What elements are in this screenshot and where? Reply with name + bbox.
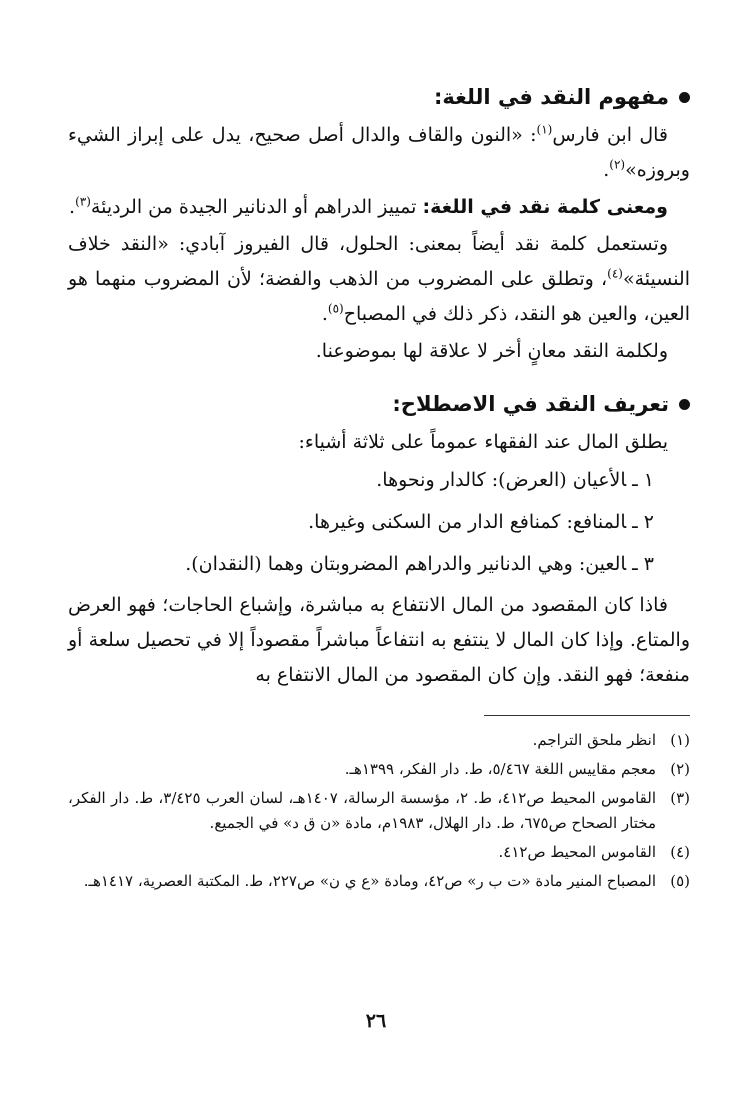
footnote-number: (٢) (670, 760, 690, 778)
text-run: : «النون والقاف والدال أصل صحيح، يدل على إبراز الشيء وبروزه» (68, 124, 690, 181)
text-run: قال ابن فارس (552, 124, 669, 146)
footnote-4 (68, 840, 690, 865)
footnote-2 (68, 757, 690, 782)
footnote-number: (١) (670, 731, 690, 749)
list-text: المنافع: كمنافع الدار من السكنى وغيرها. (308, 511, 627, 533)
list-item (68, 546, 690, 582)
footnote-ref-1[interactable]: (١) (536, 122, 553, 137)
footnote-text: المصباح المنير مادة «ت ب ر» ص٤٢، ومادة «ع ي ن» ص٢٢٧، ط. المكتبة العصرية، ١٤١٧هـ. (83, 872, 656, 890)
section-heading-terminology (68, 387, 690, 421)
text-run: ، وتطلق على المضروب من الذهب والفضة؛ لأن المضروب منهما هو العين، والعين هو النقد، ذكر ذلك في المصباح (68, 268, 690, 325)
paragraph-intro: يطلق المال عند الفقهاء عموماً على ثلاثة أشياء: (298, 431, 668, 453)
paragraph-other-meanings: ولكلمة النقد معانٍ أخر لا علاقة لها بموضوعنا. (315, 340, 668, 362)
footnote-text: معجم مقاييس اللغة ٥/٤٦٧، ط. دار الفكر، ١٣٩٩هـ. (344, 760, 656, 778)
list-text: العين: وهي الدنانير والدراهم المضروبتان وهما (النقدان). (185, 553, 627, 575)
paragraph-ibn-faris (68, 118, 690, 188)
text-run: . (603, 159, 610, 181)
footnote-1 (68, 728, 690, 753)
bold-lead: ومعنى كلمة نقد في اللغة: (422, 196, 668, 218)
spacer (68, 377, 690, 387)
heading-text: مفهوم النقد في اللغة: (433, 85, 669, 109)
text-run: وتستعمل كلمة نقد أيضاً بمعنى: الحلول، قال الفيروز آبادي: «النقد خلاف النسيئة» (68, 233, 690, 290)
paragraph-usage (68, 227, 690, 332)
list-number: ٢ ـ (632, 511, 654, 533)
page-number: ٢٦ (365, 1010, 387, 1032)
text-run: . (321, 303, 328, 325)
footnote-separator (484, 715, 690, 716)
footnote-ref-5[interactable]: (٥) (327, 301, 344, 316)
bullet-icon (679, 92, 690, 103)
heading-text: تعريف النقد في الاصطلاح: (392, 392, 669, 416)
footnote-3 (68, 786, 690, 836)
list-item (68, 504, 690, 540)
list-number: ١ ـ (632, 469, 654, 491)
section-heading-linguistic (68, 80, 690, 114)
footnote-text: القاموس المحيط ص٤١٢، ط. ٢، مؤسسة الرسالة، ١٤٠٧هـ، لسان العرب ٣/٤٢٥، ط. دار الفكر، مختار الصحاح ص٦٧٥، ط. دار الهلال، ١٩٨٣م، مادة «ن ق د» في الجميع. (68, 789, 656, 832)
footnote-5 (68, 869, 690, 894)
list-number: ٣ ـ (632, 553, 654, 575)
footnote-ref-2[interactable]: (٢) (609, 157, 626, 172)
footnote-number: (٤) (670, 843, 690, 861)
footnote-text: القاموس المحيط ص٤١٢. (498, 843, 656, 861)
footnote-number: (٥) (670, 872, 690, 890)
text-run: تمييز الدراهم أو الدنانير الجيدة من الرديئة (90, 196, 423, 218)
footnote-text: انظر ملحق التراجم. (532, 731, 656, 749)
footnote-ref-4[interactable]: (٤) (607, 266, 623, 281)
bullet-icon (679, 399, 690, 410)
paragraph-final: فاذا كان المقصود من المال الانتفاع به مباشرة، وإشباع الحاجات؛ فهو العرض والمتاع. وإذا كان المال لا ينتفع به انتفاعاً مباشراً مقصوداً إلا في تحصيل سلعة أو منفعة؛ فهو النقد. وإن كان المقصود من المال الانتفاع به (68, 594, 690, 686)
list-item (68, 462, 690, 498)
list-text: الأعيان (العرض): كالدار ونحوها. (376, 469, 627, 491)
paragraph-meaning (68, 190, 690, 225)
footnote-number: (٣) (670, 789, 690, 807)
footnote-ref-3[interactable]: (٣) (75, 194, 91, 209)
text-run: . (69, 196, 76, 218)
